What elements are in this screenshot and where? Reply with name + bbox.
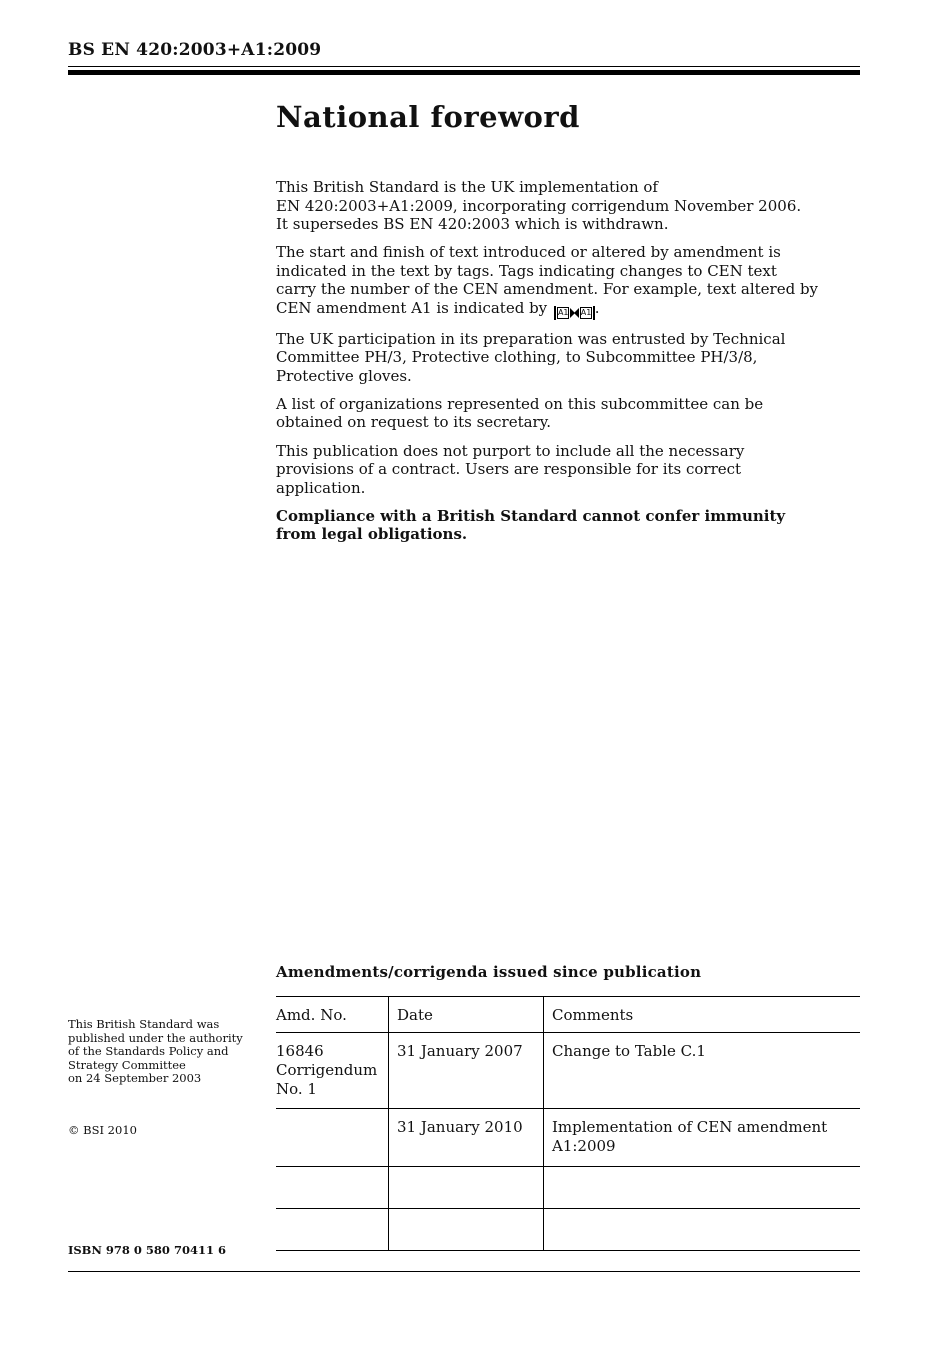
text-line: The start and finish of text introduced or altered by amendment is [276, 243, 781, 262]
text-line: This British Standard was [68, 1017, 220, 1031]
text-line: A list of organizations represented on this subcommittee can be [276, 394, 764, 413]
text-line: application. [276, 478, 366, 497]
paragraph-amendment-tags [276, 243, 836, 320]
cell-line: A1:2009 [552, 1137, 616, 1155]
header-comments: Comments [544, 997, 861, 1033]
text-line: Strategy Committee [68, 1057, 186, 1072]
text-line: indicated in the text by tags. Tags indicating changes to CEN text [276, 261, 777, 280]
foreword-body [276, 178, 836, 554]
cell-line: Implementation of CEN amendment [552, 1118, 828, 1136]
cell-date: 31 January 2007 [389, 1033, 544, 1109]
cell-empty [389, 1167, 544, 1209]
amendment-end-tag-label: A1 [580, 308, 592, 318]
table-row [276, 1167, 860, 1209]
paragraph-organizations [276, 395, 836, 432]
table-header-row [276, 997, 860, 1033]
text-line: obtained on request to its secretary. [276, 413, 551, 432]
table-row [276, 1209, 860, 1251]
paragraph-participation [276, 330, 836, 386]
amendment-start-tag-label: A1 [557, 308, 569, 318]
text-line: provisions of a contract. Users are responsible for its correct [276, 460, 742, 479]
header-amd-no: Amd. No. [276, 997, 389, 1033]
isbn: ISBN 978 0 580 70411 6 [68, 1243, 226, 1257]
cell-amd-no [276, 1109, 389, 1167]
cell-line: No. 1 [276, 1080, 317, 1098]
text-line: carry the number of the CEN amendment. For example, text altered by [276, 280, 819, 299]
text-line: It supersedes BS EN 420:2003 which is withdrawn. [276, 215, 669, 234]
cell-date: 31 January 2010 [389, 1109, 544, 1167]
amendments-table-title: Amendments/corrigenda issued since publication [276, 963, 702, 981]
cell-comments [544, 1109, 861, 1167]
text-line: from legal obligations. [276, 525, 468, 544]
text-line: Compliance with a British Standard cannot confer immunity [276, 506, 786, 525]
cell-line: Change to Table C.1 [552, 1042, 706, 1060]
paragraph-implementation [276, 178, 836, 234]
table-row [276, 1033, 860, 1109]
header-rule-thick [68, 70, 860, 75]
text-fragment: CEN amendment A1 is indicated by [276, 299, 548, 318]
cell-empty [276, 1209, 389, 1251]
cell-line: 16846 [276, 1042, 324, 1060]
cell-empty [544, 1167, 861, 1209]
cell-empty [389, 1209, 544, 1251]
cell-empty [544, 1209, 861, 1251]
text-line: published under the authority [68, 1030, 243, 1045]
amendment-end-tag-icon [579, 306, 595, 320]
header-rule-thin [68, 66, 860, 67]
copyright-note: © BSI 2010 [68, 1123, 137, 1137]
cell-comments [544, 1033, 861, 1109]
standard-code-header: BS EN 420:2003+A1:2009 [68, 40, 322, 60]
text-line: Protective gloves. [276, 366, 412, 385]
text-line: of the Standards Policy and [68, 1044, 229, 1058]
text-line: EN 420:2003+A1:2009, incorporating corrigendum November 2006. [276, 196, 802, 215]
amendments-table [276, 996, 860, 1251]
text-line: CEN amendment A1 is indicated by A1 A1 . [276, 299, 836, 320]
text-line: Committee PH/3, Protective clothing, to Subcommittee PH/3/8, [276, 348, 758, 367]
text-line: This British Standard is the UK implementation of [276, 178, 658, 196]
page-title: National foreword [276, 100, 580, 134]
text-line: The UK participation in its preparation was entrusted by Technical [276, 329, 786, 348]
publication-authority-note [68, 1018, 258, 1086]
text-line: This publication does not purport to include all the necessary [276, 441, 745, 460]
paragraph-provisions [276, 442, 836, 498]
text-line: on 24 September 2003 [68, 1071, 202, 1085]
table-row [276, 1109, 860, 1167]
footer-rule [68, 1271, 860, 1272]
paragraph-compliance [276, 507, 836, 544]
header-date: Date [389, 997, 544, 1033]
cell-empty [276, 1167, 389, 1209]
cell-amd-no [276, 1033, 389, 1109]
cell-line: Corrigendum [276, 1061, 378, 1079]
amendment-start-tag-icon [554, 306, 570, 320]
